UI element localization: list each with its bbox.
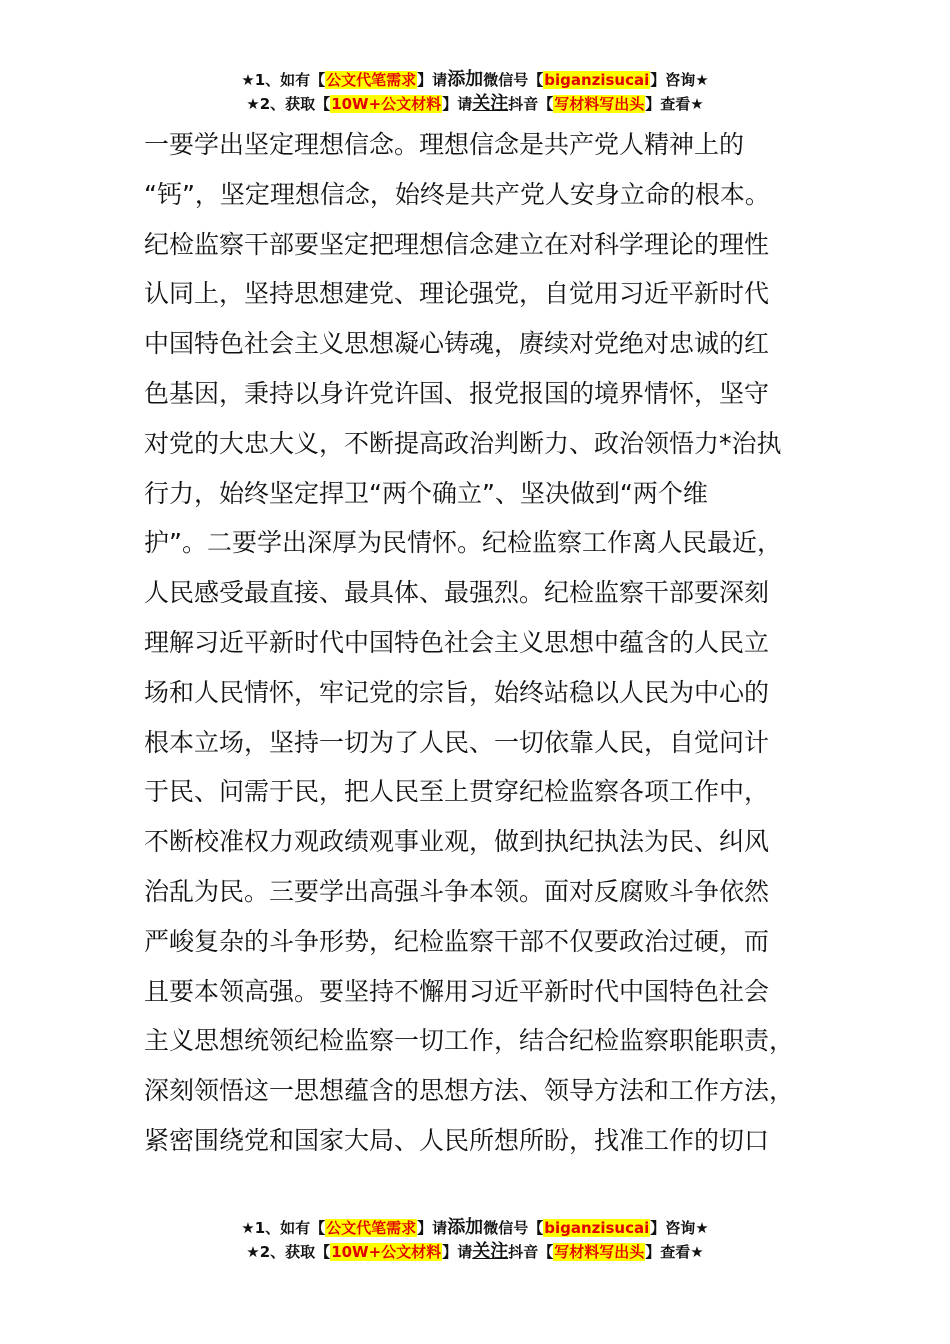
banner-text: 】咨询★ [650,71,709,89]
document-body [144,120,809,1166]
body-line: 对党的大忠大义，不断提高政治判断力、政治领悟力*治执 [144,428,782,458]
highlight-wechat-id: biganzisucai [544,71,650,89]
body-line: 护”。二要学出深厚为民情怀。纪检监察工作离人民最近， [144,528,782,558]
banner-line-2 [0,92,950,116]
banner-emphasis: 添加 [447,1217,484,1238]
banner-emphasis: 关注 [472,1241,509,1262]
banner-text: ★1、如有【 [241,1219,326,1237]
banner-emphasis: 添加 [447,69,484,90]
banner-text: ★2、获取【 [246,95,331,113]
body-line: 紧密围绕党和国家大局、人民所想所盼，找准工作的切口 [144,1125,770,1155]
banner-text: 】请 [417,1219,448,1237]
banner-text: 】请 [417,71,448,89]
body-line: 场和人民情怀，牢记党的宗旨，始终站稳以人民为中心的 [144,677,770,707]
banner-text: ★1、如有【 [241,71,326,89]
highlight-douyin-id: 写材料写出头 [554,95,645,113]
highlight-service: 公文代笔需求 [326,1219,417,1237]
banner-text: 抖音【 [508,1243,554,1261]
banner-line-1 [0,1216,950,1240]
body-line: 一要学出坚定理想信念。理想信念是共产党人精神上的 [144,130,745,159]
banner-text: 微信号【 [483,1219,544,1237]
body-line: 治乱为民。三要学出高强斗争本领。面对反腐败斗争依然 [144,876,770,906]
body-line: “钙”，坚定理想信念，始终是共产党人安身立命的根本。 [144,179,770,209]
banner-line-1 [0,68,950,92]
footer-banner [0,1216,950,1264]
highlight-wechat-id: biganzisucai [544,1219,650,1237]
banner-text: 】请 [442,95,473,113]
body-line: 中国特色社会主义思想凝心铸魂，赓续对党绝对忠诚的红 [144,329,770,359]
highlight-materials: 10W+公文材料 [331,95,442,113]
banner-text: 微信号【 [483,71,544,89]
body-line: 主义思想统领纪检监察一切工作，结合纪检监察职能职责， [144,1026,795,1056]
body-line: 于民、问需于民，把人民至上贯穿纪检监察各项工作中， [144,777,770,807]
banner-text: ★2、获取【 [246,1243,331,1261]
body-line: 色基因，秉持以身许党许国、报党报国的境界情怀，坚守 [144,378,770,408]
body-line: 严峻复杂的斗争形势，纪检监察干部不仅要政治过硬，而 [144,926,770,956]
banner-line-2 [0,1240,950,1264]
highlight-service: 公文代笔需求 [326,71,417,89]
body-line: 人民感受最直接、最具体、最强烈。纪检监察干部要深刻 [144,578,770,608]
body-line: 纪检监察干部要坚定把理想信念建立在对科学理论的理性 [144,229,770,259]
banner-text: 】查看★ [645,1243,704,1261]
body-line: 深刻领悟这一思想蕴含的思想方法、领导方法和工作方法， [144,1076,795,1106]
body-line: 行力，始终坚定捍卫“两个确立”、坚决做到“两个维 [144,478,708,508]
body-line: 不断校准权力观政绩观事业观，做到执纪执法为民、纠风 [144,827,770,857]
body-line: 根本立场，坚持一切为了人民、一切依靠人民，自觉问计 [144,727,770,757]
body-line: 理解习近平新时代中国特色社会主义思想中蕴含的人民立 [144,627,770,657]
highlight-materials: 10W+公文材料 [331,1243,442,1261]
highlight-douyin-id: 写材料写出头 [554,1243,645,1261]
banner-text: 】请 [442,1243,473,1261]
body-line: 认同上，坚持思想建党、理论强党，自觉用习近平新时代 [144,279,770,309]
header-banner [0,68,950,116]
banner-text: 】咨询★ [650,1219,709,1237]
banner-text: 】查看★ [645,95,704,113]
banner-text: 抖音【 [508,95,554,113]
banner-emphasis: 关注 [472,93,509,114]
body-line: 且要本领高强。要坚持不懈用习近平新时代中国特色社会 [144,976,770,1006]
